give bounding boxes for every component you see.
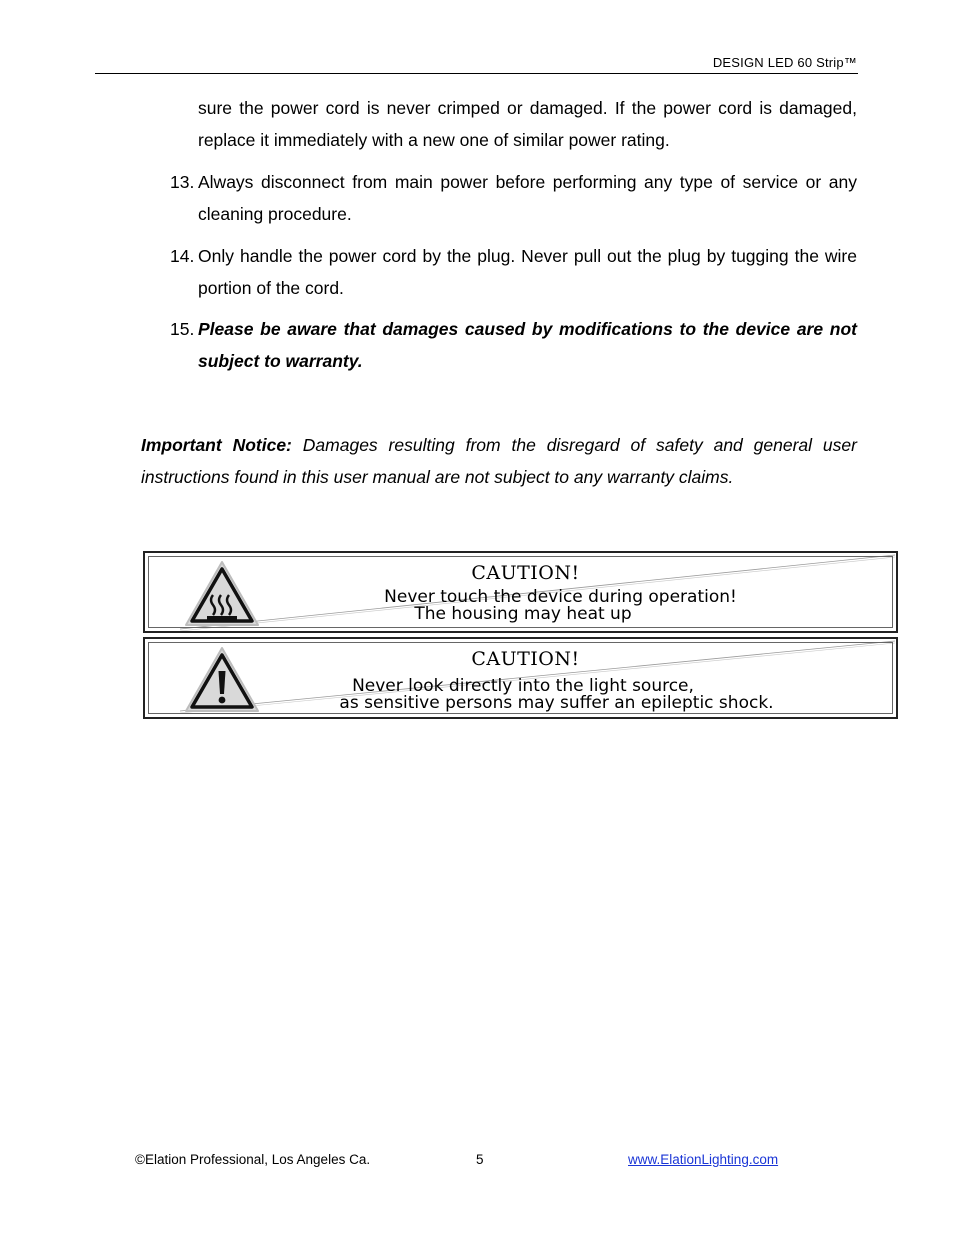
notice-label: Important Notice:: [141, 435, 292, 455]
list-number: 13.: [170, 172, 195, 192]
important-notice: [141, 429, 857, 493]
page-number: 5: [476, 1152, 484, 1167]
caution-line-1: Never look directly into the light source,: [352, 676, 694, 696]
website-link[interactable]: www.ElationLighting.com: [628, 1152, 779, 1167]
header-title: DESIGN LED 60 Strip™: [712, 55, 857, 70]
list-text: Only handle the power cord by the plug. Never pull out the plug by tugging the wire portion of the cord.: [198, 246, 857, 298]
caution-box-heat: [143, 551, 898, 633]
list-item-14: [170, 240, 857, 304]
footer-copyright: ©Elation Professional, Los Angeles Ca.: [135, 1152, 371, 1167]
list-number: 14.: [170, 246, 195, 266]
caution-box-light: [143, 637, 898, 719]
header-rule: [95, 73, 858, 74]
caution-title: CAUTION!: [471, 562, 580, 584]
caution-line-1: Never touch the device during operation!: [384, 587, 737, 607]
list-number: 15.: [170, 319, 195, 339]
caution-title: CAUTION!: [471, 648, 580, 670]
continuation-text: sure the power cord is never crimped or damaged. If the power cord is damaged, replace it immediately with a new one of similar power rating.: [198, 98, 857, 150]
list-item-15: [170, 313, 857, 377]
caution-line-2: The housing may heat up: [414, 604, 632, 624]
list-text: Always disconnect from main power before performing any type of service or any cleaning procedure.: [198, 172, 857, 224]
notice-text: Damages resulting from the disregard of safety and general user instructions found in this user manual are not subject to any warranty claims.: [141, 435, 857, 487]
caution-line-2: as sensitive persons may suffer an epileptic shock.: [339, 693, 774, 713]
list-item-13: [170, 166, 857, 230]
list-text: Please be aware that damages caused by modifications to the device are not subject to warranty.: [198, 319, 857, 371]
